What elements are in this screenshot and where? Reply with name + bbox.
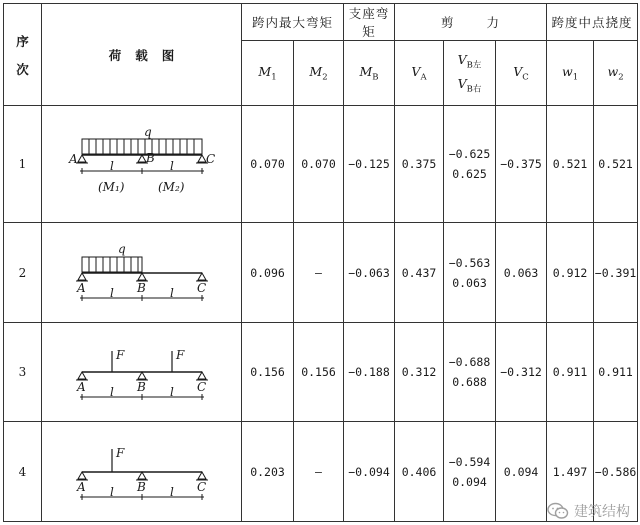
load-diagram-cell [42,322,242,422]
col-M1: $M_1$ [242,41,294,106]
cell-VB-left: −0.594 [448,454,491,469]
uniform-load-span-1 [82,257,142,272]
header-load-diagram [42,4,242,106]
cell-VB-right: 0.688 [452,375,487,390]
dimension-line [80,494,204,500]
col-MB: $M_B$ [344,41,395,106]
cell-w2: 0.911 [594,322,638,422]
cell-w1: 1.497 [547,422,594,522]
label-C: C [205,152,215,167]
table-row [4,223,638,323]
cell-M1: 0.156 [242,322,294,422]
dimension-line [80,295,204,301]
cell-VB-right: 0.094 [452,474,487,489]
label-C: C [196,380,206,395]
label-q: q [143,125,152,140]
cell-M1: 0.203 [242,422,294,522]
supports [76,273,208,281]
wechat-icon [547,502,569,520]
col-w2: $w_2$ [594,41,638,106]
label-span-1: l [109,285,114,300]
cell-VB [444,322,496,422]
dimension-line [80,394,204,400]
cell-M2: 0.156 [294,322,344,422]
header-shear-char-2: 力 [486,15,501,30]
row-index: 3 [4,322,42,422]
label-C: C [196,280,206,295]
load-diagram-cell [42,422,242,522]
label-A: A [68,152,78,167]
label-C: C [196,479,206,494]
beam-coefficient-table [3,3,638,522]
supports [76,472,208,480]
cell-VB [444,106,496,223]
header-index-char-2: 次 [16,61,29,77]
watermark [547,501,630,521]
label-F-2: F [175,348,184,363]
row-index: 2 [4,223,42,323]
label-span-1: l [109,484,114,499]
label-span-2: l [169,285,174,300]
load-diagram-point-load-first-span [62,439,222,505]
col-w1: $w_1$ [547,41,594,106]
label-B: B [145,151,155,166]
cell-VA: 0.312 [395,322,444,422]
label-A: A [76,380,86,395]
label-A: A [76,280,86,295]
cell-VA: 0.375 [395,106,444,223]
dimension-line [80,168,204,174]
col-M2: $M_2$ [294,41,344,106]
header-shear [395,4,547,41]
cell-VC: 0.094 [496,422,547,522]
cell-VB-left: −0.563 [448,255,491,270]
load-diagram-cell [42,106,242,223]
label-B: B [136,280,146,295]
cell-w1: 0.521 [547,106,594,223]
header-index [4,4,42,106]
header-shear-char-1: 剪 [441,15,455,30]
cell-M2: 0.070 [294,106,344,223]
row-index: 4 [4,422,42,522]
cell-M2: — [294,223,344,323]
label-A: A [76,479,86,494]
cell-MB: −0.063 [344,223,395,323]
cell-VB-right: 0.063 [452,275,487,290]
table-row [4,422,638,522]
cell-VB [444,422,496,522]
label-B: B [136,479,146,494]
load-diagram-uniform-first-span [62,240,222,306]
cell-MB: −0.125 [344,106,395,223]
header-load-char-1: 荷 [108,48,122,63]
header-index-char-1: 序 [16,33,29,49]
cell-w1: 0.912 [547,223,594,323]
label-q: q [117,241,126,256]
uniform-load-full [82,139,202,154]
supports [76,155,208,163]
col-VB-right: $V_{B右}$ [457,76,482,95]
cell-VB-left: −0.625 [448,147,491,162]
label-span-2: l [169,484,174,499]
label-M1: (M₁) [97,180,124,195]
col-VC: $V_C$ [496,41,547,106]
header-load-char-2: 载 [135,48,148,63]
load-diagram-point-loads-both-spans [62,339,222,405]
label-B: B [136,380,146,395]
cell-M1: 0.096 [242,223,294,323]
table-row [4,106,638,223]
table-row [4,322,638,422]
header-span-max-moment: 跨内最大弯矩 [242,4,344,41]
cell-MB: −0.188 [344,322,395,422]
cell-VC: −0.375 [496,106,547,223]
watermark-text: 建筑结构 [574,504,630,520]
cell-VC: 0.063 [496,223,547,323]
cell-w2: −0.391 [594,223,638,323]
cell-w2: 0.521 [594,106,638,223]
cell-M2: — [294,422,344,522]
cell-VC: −0.312 [496,322,547,422]
cell-VA: 0.406 [395,422,444,522]
col-VA: $V_A$ [395,41,444,106]
load-diagram-cell [42,223,242,323]
cell-VA: 0.437 [395,223,444,323]
label-span-1: l [109,385,114,400]
header-support-moment: 支座弯矩 [344,4,395,41]
label-F: F [115,445,124,460]
label-M2: (M₂) [157,180,184,195]
header-row-groups [4,4,638,41]
label-span-2: l [169,385,174,400]
cell-w1: 0.911 [547,322,594,422]
cell-MB: −0.094 [344,422,395,522]
header-load-char-3: 图 [161,48,175,63]
cell-w2: −0.586 [594,422,638,522]
col-VB [444,41,496,106]
header-midspan-deflection: 跨度中点挠度 [547,4,638,41]
cell-VB [444,223,496,323]
label-F-1: F [115,348,124,363]
label-span-1: l [109,159,114,174]
cell-VB-right: 0.625 [452,167,487,182]
cell-VB-left: −0.688 [448,355,491,370]
load-diagram-uniform-both-spans [62,125,222,203]
label-span-2: l [169,159,174,174]
supports [76,372,208,380]
row-index: 1 [4,106,42,223]
cell-M1: 0.070 [242,106,294,223]
col-VB-left: $V_{B左}$ [457,51,482,70]
